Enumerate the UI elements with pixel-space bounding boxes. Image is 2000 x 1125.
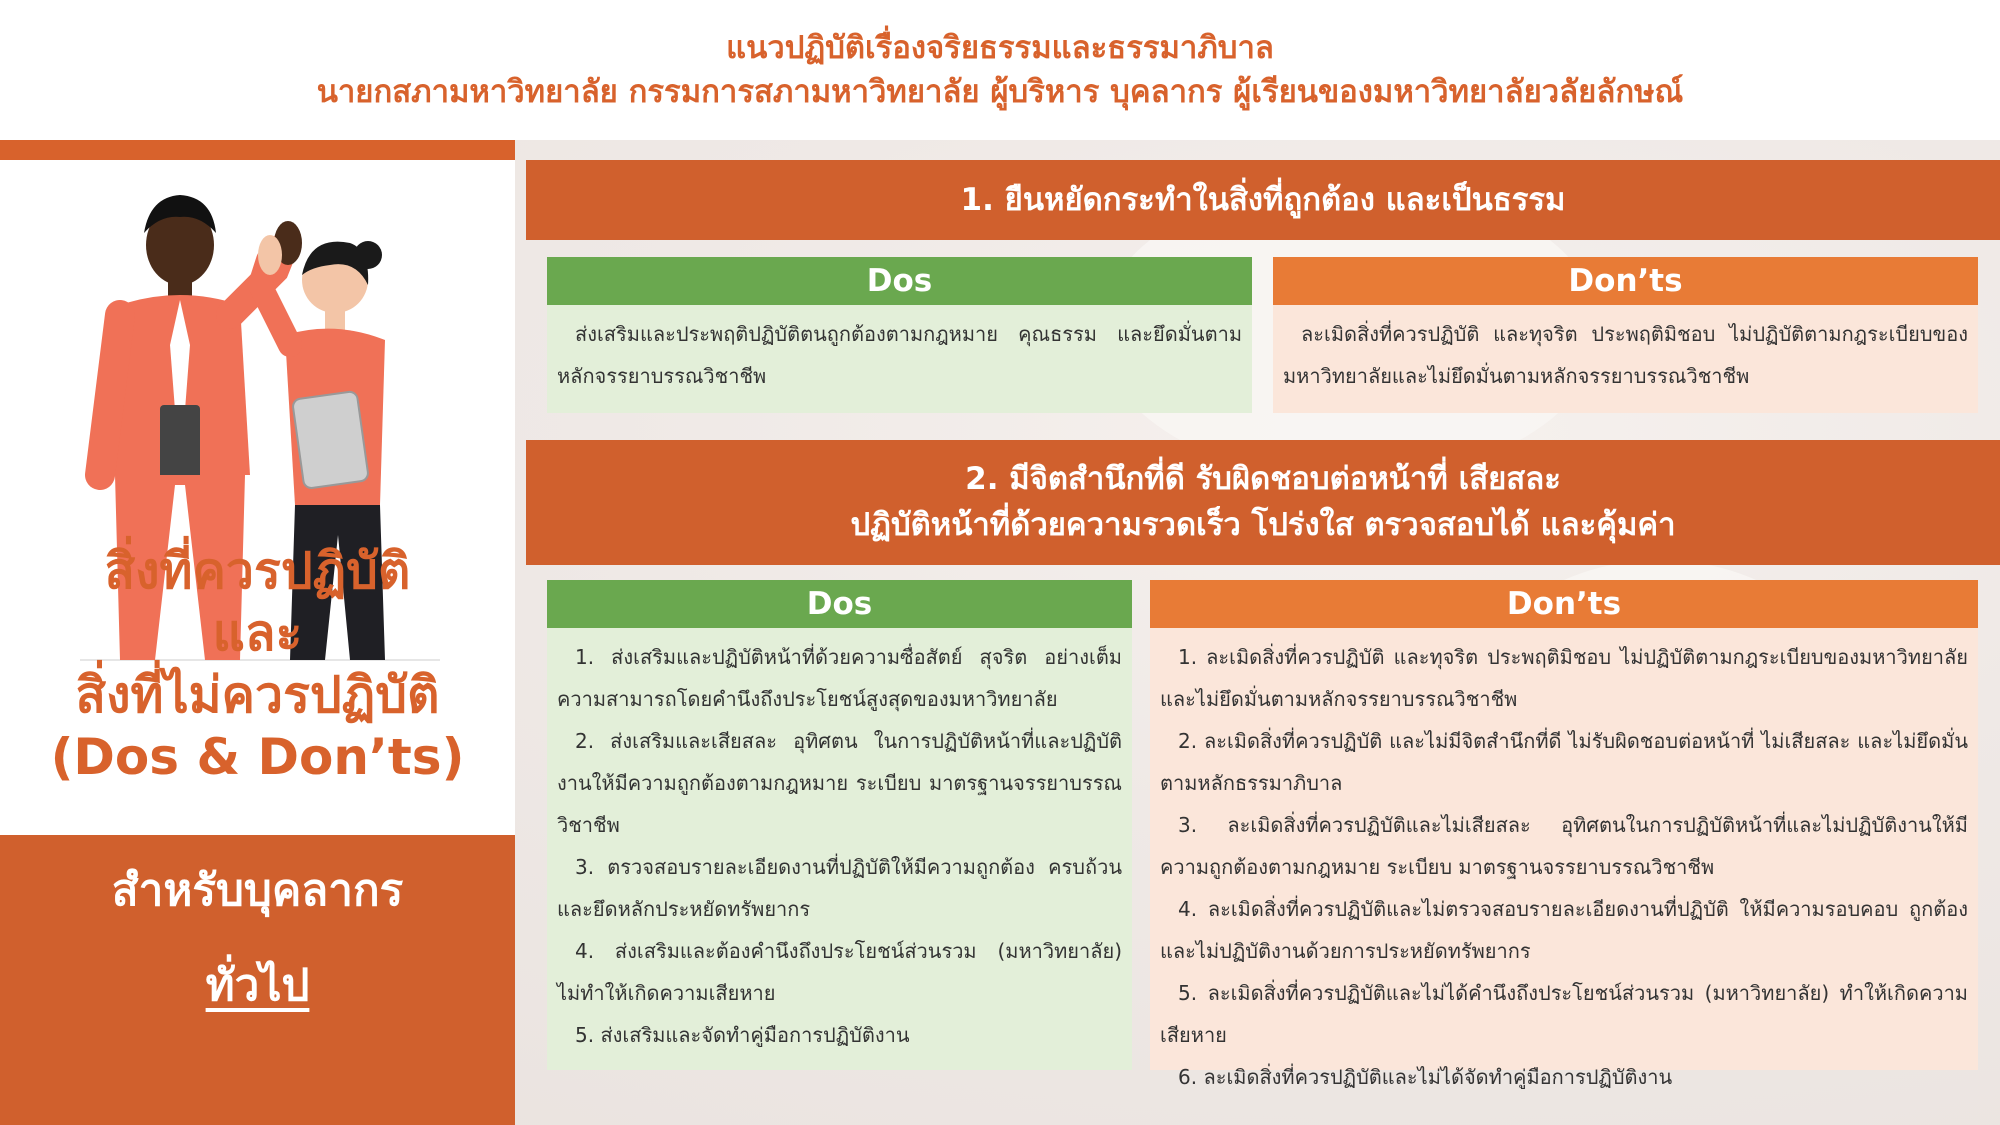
section1-donts-header: Don’ts bbox=[1273, 257, 1978, 305]
section2-donts-item-4: 4. ละเมิดสิ่งที่ควรปฏิบัติและไม่ตรวจสอบรายละเอียดงานที่ปฏิบัติ ให้มีความรอบคอบ ถูกต้อง และไม่ปฏิบัติงานด้วยการประหยัดทรัพยากร bbox=[1160, 897, 1968, 963]
section2-dos-item-3: 3. ตรวจสอบรายละเอียดงานที่ปฏิบัติให้มีความถูกต้อง ครบถ้วนและยึดหลักประหยัดทรัพยากร bbox=[557, 855, 1122, 921]
title-line-donts: สิ่งที่ไม่ควรปฏิบัติ bbox=[75, 666, 440, 724]
section2-header bbox=[526, 440, 2000, 565]
section2-dos-body bbox=[547, 628, 1132, 1070]
section2-dos-item-4: 4. ส่งเสริมและต้องคำนึงถึงประโยชน์ส่วนรวม (มหาวิทยาลัย) ไม่ทำให้เกิดความเสียหาย bbox=[557, 939, 1122, 1005]
section1-donts-body bbox=[1273, 305, 1978, 413]
section2-dos-item-1: 1. ส่งเสริมและปฏิบัติหน้าที่ด้วยความซื่อสัตย์ สุจริต อย่างเต็มความสามารถโดยคำนึงถึงประโยชน์สูงสุดของมหาวิทยาลัย bbox=[557, 645, 1122, 711]
header-subtitle: นายกสภามหาวิทยาลัย กรรมการสภามหาวิทยาลัย ผู้บริหาร บุคลากร ผู้เรียนของมหาวิทยาลัยวลัยลักษณ์ bbox=[316, 74, 1684, 110]
audience-group: ทั่วไป bbox=[205, 960, 310, 1011]
header-title: แนวปฏิบัติเรื่องจริยธรรมและธรรมาภิบาล bbox=[726, 30, 1274, 66]
section1-dos-body bbox=[547, 305, 1252, 413]
section2-dos-header: Dos bbox=[547, 580, 1132, 628]
left-panel bbox=[0, 140, 515, 1125]
section2-donts-item-2: 2. ละเมิดสิ่งที่ควรปฏิบัติ และไม่มีจิตสำนึกที่ดี ไม่รับผิดชอบต่อหน้าที่ ไม่เสียสละ และไม่ยึดมั่นตามหลักธรรมาภิบาล bbox=[1160, 729, 1968, 795]
section1-header bbox=[526, 160, 2000, 240]
left-top-bar bbox=[0, 140, 515, 160]
audience-box bbox=[0, 835, 515, 1125]
title-line-english: (Dos & Don’ts) bbox=[50, 728, 465, 786]
section1-donts-item: ละเมิดสิ่งที่ควรปฏิบัติ และทุจริต ประพฤติมิชอบ ไม่ปฏิบัติตามกฎระเบียบของมหาวิทยาลัยและไม่ยึดมั่นตามหลักจรรยาบรรณวิชาชีพ bbox=[1283, 322, 1968, 388]
title-line-and: และ bbox=[212, 604, 303, 662]
section2-donts-item-5: 5. ละเมิดสิ่งที่ควรปฏิบัติและไม่ได้คำนึงถึงประโยชน์ส่วนรวม (มหาวิทยาลัย) ทำให้เกิดความเสียหาย bbox=[1160, 981, 1968, 1047]
section2-dos-item-2: 2. ส่งเสริมและเสียสละ อุทิศตน ในการปฏิบัติหน้าที่และปฏิบัติงานให้มีความถูกต้องตามกฎหมาย ระเบียบ มาตรฐานจรรยาบรรณวิชาชีพ bbox=[557, 729, 1122, 837]
section2-dos-item-5: 5. ส่งเสริมและจัดทำคู่มือการปฏิบัติงาน bbox=[575, 1023, 910, 1047]
section1-title: 1. ยืนหยัดกระทำในสิ่งที่ถูกต้อง และเป็นธรรม bbox=[960, 182, 1566, 218]
title-line-dos: สิ่งที่ควรปฏิบัติ bbox=[104, 542, 411, 600]
page-header bbox=[0, 0, 2000, 140]
section1-dos-header: Dos bbox=[547, 257, 1252, 305]
audience-label: สำหรับบุคลากร bbox=[111, 865, 404, 916]
section2-donts-item-3: 3. ละเมิดสิ่งที่ควรปฏิบัติและไม่เสียสละ อุทิศตนในการปฏิบัติหน้าที่และไม่ปฏิบัติงานให้มีความถูกต้องตามกฎหมาย ระเบียบ มาตรฐานจรรยาบรรณวิชาชีพ bbox=[1160, 813, 1968, 879]
section2-donts-item-1: 1. ละเมิดสิ่งที่ควรปฏิบัติ และทุจริต ประพฤติมิชอบ ไม่ปฏิบัติตามกฎระเบียบของมหาวิทยาลัยและไม่ยึดมั่นตามหลักจรรยาบรรณวิชาชีพ bbox=[1160, 645, 1968, 711]
section2-title-line2: ปฏิบัติหน้าที่ด้วยความรวดเร็ว โปร่งใส ตรวจสอบได้ และคุ้มค่า bbox=[850, 507, 1676, 543]
section2-donts-body bbox=[1150, 628, 1978, 1089]
section2-donts-header: Don’ts bbox=[1150, 580, 1978, 628]
section2-donts-item-6: 6. ละเมิดสิ่งที่ควรปฏิบัติและไม่ได้จัดทำคู่มือการปฏิบัติงาน bbox=[1178, 1065, 1673, 1089]
section2-title-line1: 2. มีจิตสำนึกที่ดี รับผิดชอบต่อหน้าที่ เสียสละ bbox=[965, 461, 1561, 497]
section1-dos-item: ส่งเสริมและประพฤติปฏิบัติตนถูกต้องตามกฎหมาย คุณธรรม และยึดมั่นตามหลักจรรยาบรรณวิชาชีพ bbox=[557, 322, 1242, 388]
